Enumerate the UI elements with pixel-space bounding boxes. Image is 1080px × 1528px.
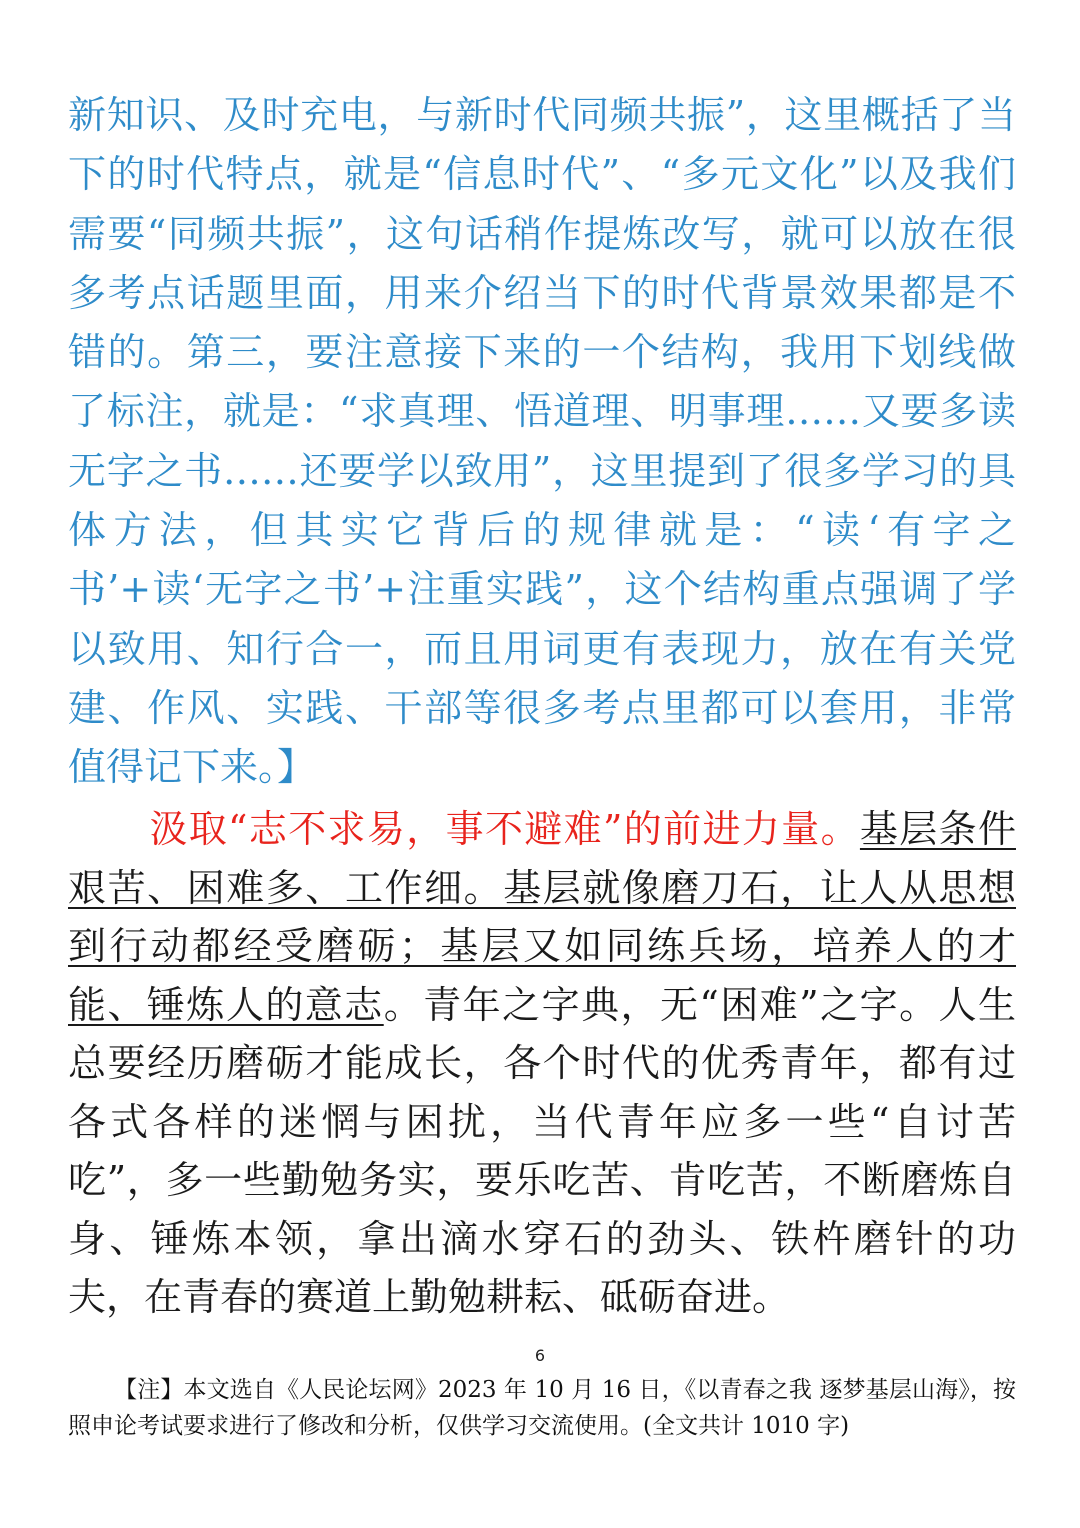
source-note bbox=[68, 1372, 1016, 1444]
paragraph-body: 。青年之字典，无“困难”之字。人生总要经历磨砺才能成长，各个时代的优秀青年，都有过各式各样的迷惘与困扰，当代青年应多一些“自讨苦吃”，多一些勤勉务实，要乐吃苦、肯吃苦，不断磨炼自身、锤炼本领，拿出滴水穿石的劲头、铁杵磨针的功夫，在青春的赛道上勤勉耕耘、砥砺奋进。 bbox=[68, 982, 1016, 1319]
paragraph-heading: 汲取“志不求易，事不避难”的前进力量。 bbox=[148, 807, 860, 851]
analysis-commentary bbox=[68, 86, 1016, 798]
page-number: 6 bbox=[534, 1346, 546, 1365]
underlined-text: 基层条件艰苦、困难多、工作细。基层就像磨刀石，让人从思想到行动都经受磨砺；基层又如同练兵场，培养人的才能、锤炼人的意志 bbox=[68, 807, 1016, 1027]
analysis-text: 新知识、及时充电，与新时代同频共振”，这里概括了当下的时代特点，就是“信息时代”、“多元文化”以及我们需要“同频共振”，这句话稍作提炼改写，就可以放在很多考点话题里面，用来介绍当下的时代背景效果都是不错的。第三，要注意接下来的一个结构，我用下划线做了标注，就是：“求真理、悟道理、明事理……又要多读无字之书……还要学以致用”，这里提到了很多学习的具体方法，但其实它背后的规律就是：“读‘有字之书’+读‘无字之书’+注重实践”，这个结构重点强调了学以致用、知行合一，而且用词更有表现力，放在有关党建、作风、实践、干部等很多考点里都可以套用，非常值得记下来。】 bbox=[68, 93, 1016, 790]
note-text: 【注】本文选自《人民论坛网》2023 年 10 月 16 日，《以青春之我 逐梦基层山海》，按照申论考试要求进行了修改和分析，仅供学习交流使用。(全文共计 1010 字) bbox=[68, 1377, 1016, 1439]
body-paragraph bbox=[68, 800, 1016, 1327]
